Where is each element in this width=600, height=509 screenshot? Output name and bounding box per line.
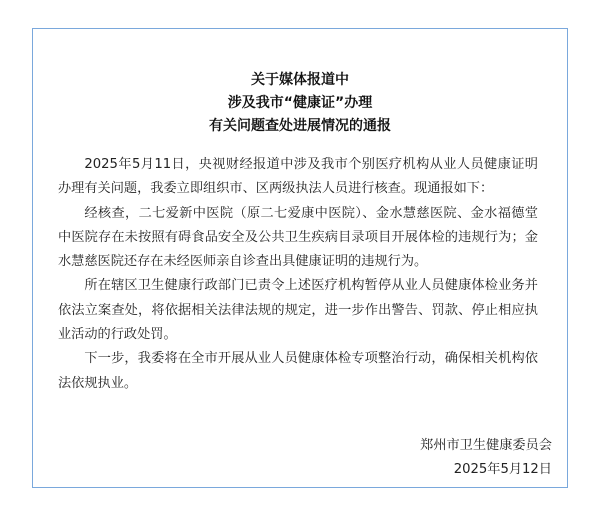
paragraph-findings: 经核查，二七爱新中医院（原二七爱康中医院）、金水慧慈医院、金水福德堂中医院存在未按照有碍食品安全及公共卫生疾病目录项目开展体检的违规行为；金水慧慈医院还存在未经医师亲自诊查出具健康证明的违规行为。	[58, 205, 538, 270]
paragraph-next-steps: 下一步，我委将在全市开展从业人员健康体检专项整治行动，确保相关机构依法依规执业。	[58, 351, 538, 391]
notice-body	[58, 153, 538, 396]
paragraph-intro: 2025年5月11日，央视财经报道中涉及我市个别医疗机构从业人员健康证明办理有关问题，我委立即组织市、区两级执法人员进行核查。现通报如下：	[58, 157, 538, 197]
paragraph-actions: 所在辖区卫生健康行政部门已责令上述医疗机构暂停从业人员健康体检业务并依法立案查处，将依据相关法律法规的规定，进一步作出警告、罚款、停止相应执业活动的行政处罚。	[58, 278, 538, 343]
title-line-3: 有关问题查处进展情况的通报	[209, 118, 391, 134]
signoff	[420, 434, 552, 482]
notice-title	[33, 69, 567, 138]
issue-date: 2025年5月12日	[453, 462, 552, 477]
title-line-2: 涉及我市“健康证”办理	[227, 95, 373, 111]
issuer-name: 郑州市卫生健康委员会	[420, 438, 552, 453]
title-line-1: 关于媒体报道中	[251, 72, 349, 88]
